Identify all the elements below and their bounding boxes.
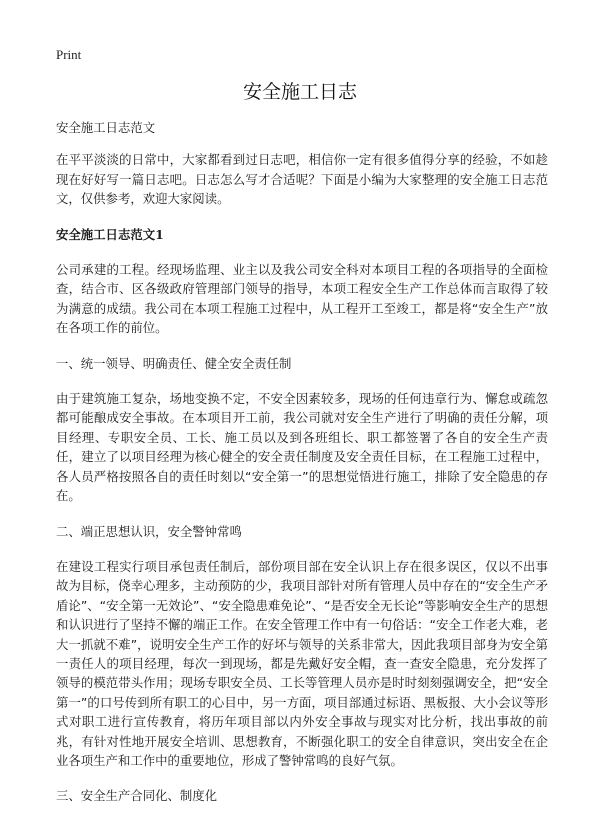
body-paragraph: 由于建筑施工复杂，场地变换不定，不安全因素较多，现场的任何违章行为、懈怠或疏忽都可能酿成安全事故。在本项目开工前，我公司就对安全生产进行了明确的责任分解，项目经理、专职安全员、工长、施工员以及到各班组长、职工都签署了各自的安全生产责任，建立了以项目经理为核心健全的安全责任制度及安全责任目标，在工程施工过程中，各人员严格按照各自的责任时刻以“安全第一”的思想觉悟进行施工，排除了安全隐患的存在。 xyxy=(56,391,548,504)
body-paragraph: 在建设工程实行项目承包责任制后，部份项目部在安全认识上存在很多误区，仅以不出事故为目标，侥幸心理多，主动预防的少，我项目部针对所有管理人员中存在的“安全生产矛盾论”、“安全第一无效论”、“安全隐患难免论”、“是否安全无长论”等影响安全生产的思想和认识进行了坚持不懈的端正工作。在安全管理工作中有一句俗话：“安全工作老大难，老大一抓就不难”，说明安全生产工作的好坏与领导的关系非常大，因此我项目部身为安全第一责任人的项目经理，每次一到现场，都是先戴好安全帽，查一查安全隐患，充分发挥了领导的模范带头作用；现场专职安全员、工长等管理人员亦是时时刻刻强调安全，把“安全第一”的口号传到所有职工的心目中，另一方面，项目部通过标语、黑板报、大小会议等形式对职工进行宣传教育，将历年项目部以内外安全事故与现实对比分析，找出事故的前兆，有针对性地开展安全培训、思想教育，不断强化职工的安全自律意识，突出安全在企业各项生产和工作中的重要地位，形成了警钟常鸣的良好气氛。 xyxy=(56,558,548,768)
subsection-heading: 二、端正思想认识，安全警钟常鸣 xyxy=(56,523,242,539)
print-link[interactable]: Print xyxy=(56,47,82,62)
intro-paragraph: 在平平淡淡的日常中，大家都看到过日志吧，相信你一定有很多值得分享的经验，不如趁现在好好写一篇日志吧。日志怎么写才合适呢？下面是小编为大家整理的安全施工日志范文，仅供参考，欢迎大家阅读。 xyxy=(56,152,548,207)
document-subtitle: 安全施工日志范文 xyxy=(56,120,156,135)
section-heading: 安全施工日志范文1 xyxy=(56,226,164,242)
subsection-heading: 一、统一领导、明确责任、健全安全责任制 xyxy=(56,355,292,371)
document-body xyxy=(56,118,548,822)
body-paragraph: 公司承建的工程。经现场监理、业主以及我公司安全科对本项目工程的各项指导的全面检查，结合市、区各级政府管理部门领导的指导，本项工程安全生产工作总体而言取得了较为满意的成绩。我公司在本项工程施工过程中，从工程开工至竣工，都是将“安全生产”放在各项工作的前位。 xyxy=(56,262,548,336)
document-title: 安全施工日志 xyxy=(242,81,357,103)
subsection-heading: 三、安全生产合同化、制度化 xyxy=(56,788,218,804)
